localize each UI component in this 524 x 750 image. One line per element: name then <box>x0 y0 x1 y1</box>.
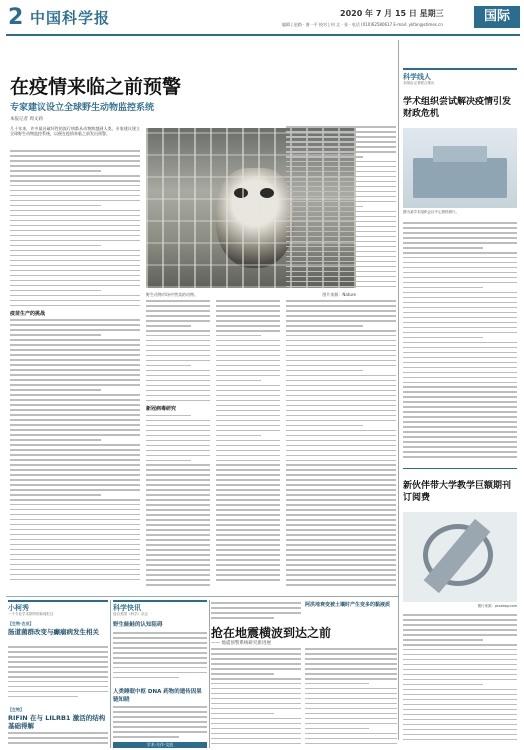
bottom-divider-1 <box>110 600 111 748</box>
right-article-2-title: 新伙伴带大学教学巨额期刊订阅费 <box>403 481 512 503</box>
building-roof-shape <box>433 146 487 162</box>
main-body-col-3 <box>216 300 280 592</box>
left-item-2-body <box>8 732 108 748</box>
left-item-2-title: RIFIN 在与 LILRB1 激活的结构基础得解 <box>8 714 106 730</box>
page-header <box>6 4 520 36</box>
photo-caption: 野生动物市场中售卖的动物。 <box>146 292 198 297</box>
right-section-sub: 本版由记者联合推出 <box>403 81 435 85</box>
main-subhead-1: 疫苗生产的挑战 <box>10 310 140 317</box>
left-section-title: 小柯秀 <box>8 604 29 612</box>
building-shape <box>413 158 507 198</box>
staff-credits: 编辑 | 赵路 · 唐一平 校对 | 何 丈 · 张 · 电话 (010)62580617 E-mail: ykfan@stimes.cn <box>282 22 443 27</box>
left-section-sub: 一个专业学术期刊的新闻栏目 <box>8 612 54 616</box>
ad-banner: 学术·合作·交流 <box>113 742 207 748</box>
column-divider-right <box>398 40 399 740</box>
masthead-logo: 中国科学报 <box>30 9 111 27</box>
right-bottom-body-top-left <box>211 602 301 622</box>
bottom-divider-2 <box>209 600 210 748</box>
left-item-2-tag: 【生物】 <box>8 707 24 712</box>
bottom-band-rule <box>6 596 398 597</box>
page-number: 2 <box>8 5 24 30</box>
right-article-1-body <box>403 222 517 462</box>
right-article-1-caption: 图为某学术组织会议中心资料照片。 <box>403 210 459 214</box>
right-article-1-title: 学术组织尝试解决疫情引发财政危机 <box>403 97 512 119</box>
right-bottom-item-1-title: 阿洪地衰变被土壤时产生变多的黏液质 <box>305 602 391 608</box>
right-section-header <box>403 68 517 85</box>
right-column <box>403 36 517 750</box>
bottom-big-subheadline: —— 地震预警系统研究新进展 <box>211 641 271 646</box>
right-article-1-figure <box>403 128 517 208</box>
left-item-1-body <box>8 646 108 704</box>
mid-section-rule <box>113 600 207 602</box>
photo-caption-row <box>146 292 356 298</box>
mid-item-2-title: 人类睡眠中枢 DNA 药物的遗传因果链知晓 <box>113 689 202 703</box>
mid-item-1-title: 野生鲑鲑的认知阻碍 <box>113 622 163 628</box>
bottom-big-body-col-1 <box>211 648 301 748</box>
right-section-label: 科学线人 <box>403 73 431 81</box>
main-body-col-1 <box>10 150 140 595</box>
bottom-big-headline: 抢在地震横波到达之前 <box>211 626 332 640</box>
main-headline: 在疫情来临之前预警 <box>10 76 182 98</box>
mid-section-sub: 选自美国《科学》杂志 <box>113 612 148 616</box>
main-subhead-2: 新冠病毒研究 <box>146 405 210 412</box>
main-intro: 几十年来，许多最具破坏性的流行病都从动物跨越到人类。专家建议建立全球野生动物监控系统，以便在疫情来临之前发出预警。 <box>10 126 140 136</box>
right-divider <box>403 468 517 469</box>
mid-section-title: 科学快讯 <box>113 604 141 612</box>
main-body-col-4 <box>286 300 396 592</box>
main-subheadline: 专家建议设立全球野生动物监控系统 <box>10 103 155 113</box>
dateline: 2020 年 7 月 15 日 星期三 <box>340 9 444 18</box>
right-article-2-caption: 图片来源：pixabay.com <box>477 604 517 608</box>
main-byline: 本报记者 周文莉 <box>10 117 43 122</box>
right-article-2-body <box>403 614 517 744</box>
mid-item-2-body <box>113 706 207 740</box>
left-item-1-title: 肠道菌群改变与癫痫病发生相关 <box>8 628 99 636</box>
mid-item-1-body <box>113 632 207 684</box>
left-item-1-tag: 【生物·农业】 <box>8 621 34 626</box>
main-body-col-right-top <box>286 126 396 291</box>
section-label: 国际 <box>474 6 520 28</box>
bottom-big-body-col-2 <box>305 648 397 748</box>
left-section-rule <box>8 600 108 602</box>
main-body-col-2 <box>146 300 210 592</box>
right-article-2-figure <box>403 512 517 602</box>
photo-credit: 图片来源：Nature <box>322 292 356 297</box>
